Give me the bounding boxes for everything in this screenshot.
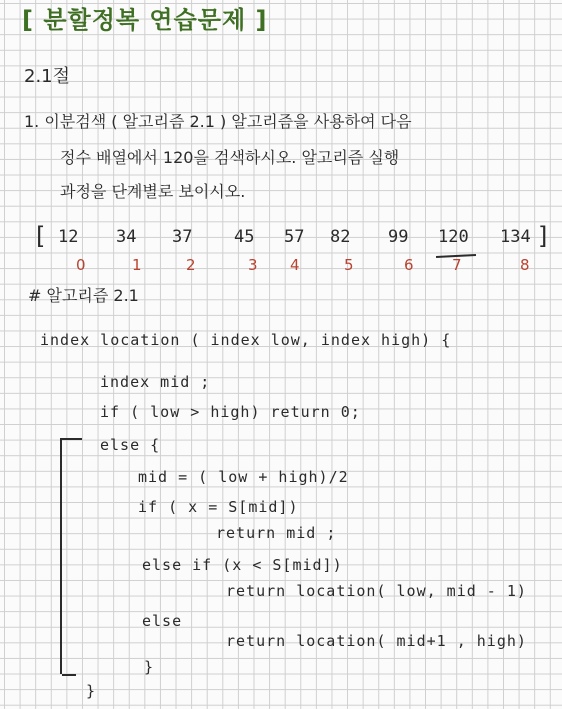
code-mid-assign: mid = ( low + high)/2 [138, 468, 349, 486]
code-if-equal: if ( x = S[mid]) [138, 498, 299, 516]
array-index: 4 [290, 256, 300, 274]
problem-line-3: 과정을 단계별로 보이시오. [60, 182, 246, 201]
code-close-inner: } [144, 658, 155, 676]
section-heading: 2.1절 [24, 66, 71, 87]
code-return-right: return location( mid+1 , high) [226, 632, 527, 650]
problem-line-2: 정수 배열에서 120을 검색하시오. 알고리즘 실행 [60, 148, 400, 167]
code-signature: index location ( index low, index high) { [40, 331, 452, 349]
array-value: 134 [500, 227, 531, 247]
code-else: else [142, 612, 183, 630]
bracket-top [62, 438, 82, 440]
array-value: 120 [438, 227, 469, 247]
array-index: 7 [452, 256, 462, 274]
code-return-left: return location( low, mid - 1) [226, 582, 527, 600]
code-close-outer: } [86, 682, 97, 700]
array-index: 3 [248, 256, 258, 274]
algorithm-heading: # 알고리즘 2.1 [28, 286, 139, 305]
array-value: 34 [116, 227, 137, 247]
problem-line-1: 1. 이분검색 ( 알고리즘 2.1 ) 알고리즘을 사용하여 다음 [24, 112, 412, 131]
code-if-base: if ( low > high) return 0; [100, 403, 361, 421]
array-index: 8 [520, 256, 530, 274]
array-close-bracket: ] [538, 222, 548, 250]
array-value: 12 [58, 227, 79, 247]
array-index: 2 [186, 256, 196, 274]
array-value: 57 [284, 227, 305, 247]
page-title: [ 분할정복 연습문제 ] [22, 6, 268, 34]
bracket-vertical [60, 438, 62, 674]
array-index: 0 [76, 256, 86, 274]
array-open-bracket: [ [36, 222, 46, 250]
array-value: 37 [172, 227, 193, 247]
array-value: 82 [330, 227, 351, 247]
code-else-if: else if (x < S[mid]) [142, 556, 343, 574]
bracket-bottom [62, 674, 76, 676]
array-index: 5 [344, 256, 354, 274]
array-value: 99 [388, 227, 409, 247]
code-else-open: else { [100, 436, 161, 454]
array-value: 45 [234, 227, 255, 247]
code-return-mid: return mid ; [216, 524, 337, 542]
code-declaration: index mid ; [100, 373, 211, 391]
array-index: 6 [404, 256, 414, 274]
array-index: 1 [132, 256, 142, 274]
